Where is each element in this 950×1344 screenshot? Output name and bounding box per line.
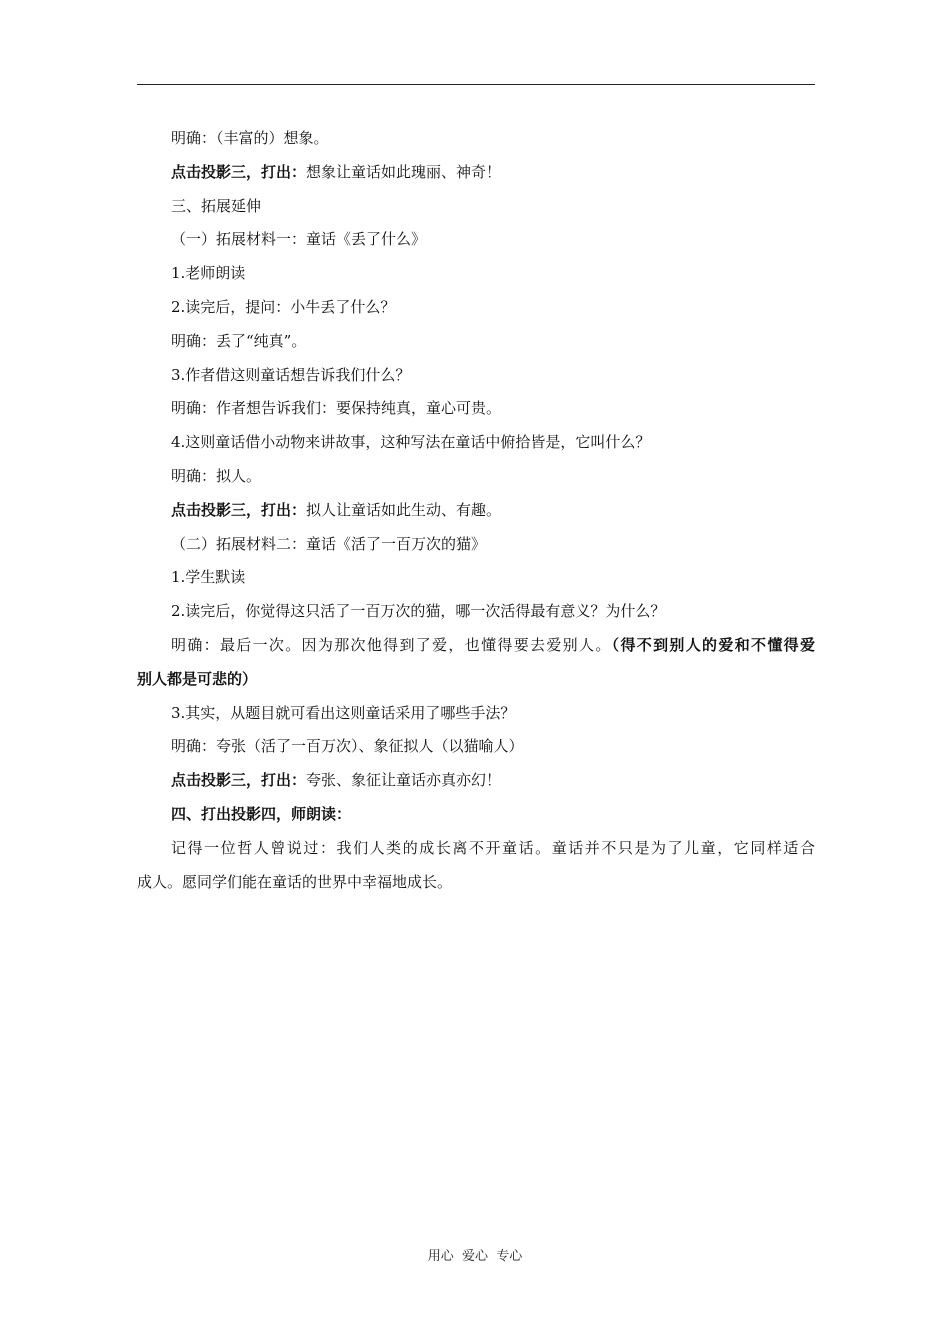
text-run: （一）拓展材料一：童话《丢了什么》 [171,230,427,249]
text-run: 明确：丢了“纯真”。 [171,331,307,350]
text-run-bold: 点击投影三，打出： [171,771,307,790]
text-line [137,494,815,528]
text-run-bold: 点击投影三，打出： [171,162,307,181]
text-line [137,291,815,325]
paragraph-cat-line2 [137,663,815,697]
lesson-lines-part1 [137,122,815,629]
text-line [137,190,815,224]
text-line [137,697,815,731]
text-run: 成人。愿同学们能在童话的世界中幸福地成长。 [137,872,453,891]
text-line [137,595,815,629]
text-run: 3.作者借这则童话想告诉我们什么？ [171,365,411,384]
text-run: 明确：（丰富的）想象。 [171,129,329,147]
text-line [137,325,815,359]
text-run: 夸张、象征让童话亦真亦幻！ [306,771,502,790]
text-line [137,392,815,426]
text-line [137,359,815,393]
closing-paragraph-line2 [137,866,815,900]
text-run: 明确：作者想告诉我们：要保持纯真，童心可贵。 [171,399,502,418]
text-run: 想象让童话如此瑰丽、神奇！ [306,162,502,181]
lesson-lines-part2 [137,697,815,832]
text-line [137,122,815,156]
text-run-bold: 点击投影三，打出： [171,500,307,519]
paragraph-cat-line1 [137,629,815,663]
text-run: 明确：夸张（活了一百万次）、象征拟人（以猫喻人） [171,737,524,756]
text-line [137,156,815,190]
text-line [137,561,815,595]
text-run: 2.读完后，你觉得这只活了一百万次的猫，哪一次活得最有意义？为什么？ [171,602,666,621]
text-run: 三、拓展延伸 [171,196,262,215]
document-body [137,122,815,899]
text-line [137,730,815,764]
text-run: 1.学生默读 [171,568,246,587]
text-run: 拟人让童话如此生动、有趣。 [306,500,502,519]
text-line [137,426,815,460]
header-rule [137,84,815,85]
text-run-bold: 四、打出投影四，师朗读： [171,804,352,823]
text-run: 明确：拟人。 [171,466,262,485]
text-run: 3.其实，从题目就可看出这则童话采用了哪些手法？ [171,703,516,722]
text-run-bold: 别人都是可悲的） [137,669,258,688]
text-run-bold: （得不到别人的爱和不懂得爱 [611,635,815,654]
text-line [137,528,815,562]
text-run: 2.读完后，提问：小牛丢了什么？ [171,297,396,316]
text-run: （二）拓展材料二：童话《活了一百万次的猫》 [171,534,487,553]
text-line [137,257,815,291]
text-run: 明确：最后一次。因为那次他得到了爱，也懂得要去爱别人。 [171,635,612,654]
closing-paragraph-line1 [137,832,815,866]
text-line [137,460,815,494]
text-line [137,764,815,798]
text-run: 4.这则童话借小动物来讲故事，这种写法在童话中俯拾皆是，它叫什么？ [171,433,651,452]
text-line [137,798,815,832]
page-footer: 用心 爱心 专心 [427,1249,523,1264]
text-run: 记得一位哲人曾说过：我们人类的成长离不开童话。童话并不只是为了儿童，它同样适合 [171,838,815,857]
text-line [137,223,815,257]
text-run: 1.老师朗读 [171,264,246,283]
